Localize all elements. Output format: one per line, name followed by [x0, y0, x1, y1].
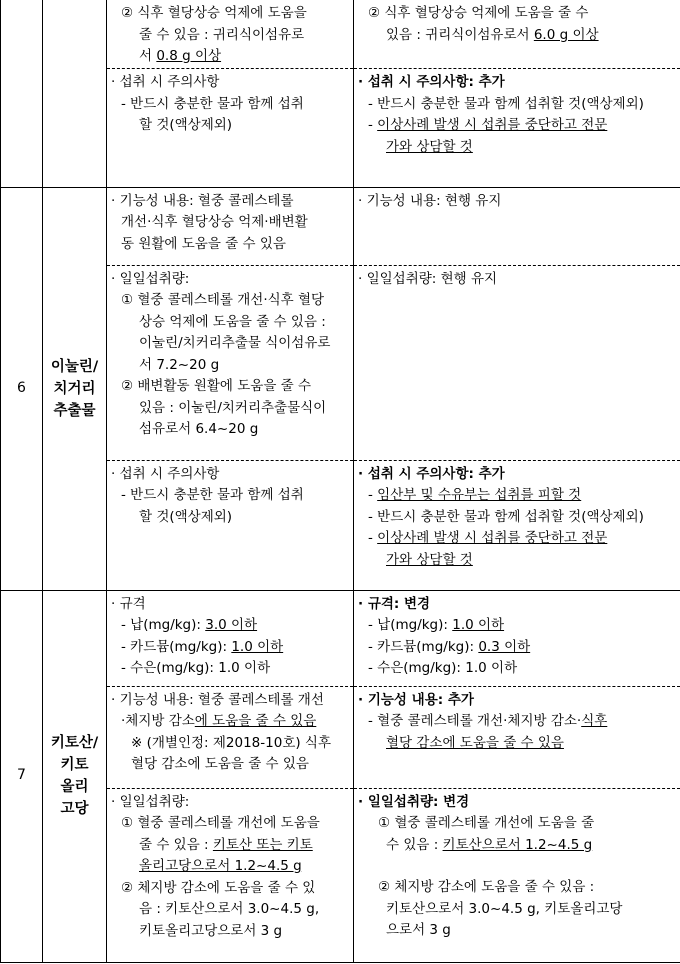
text-span: - — [368, 487, 378, 503]
text-span: - — [368, 117, 378, 133]
underlined-text: 올리고당으로서 1.2~4.5 g — [139, 858, 302, 874]
underlined-text: 이상사례 발생 시 섭취를 중단하고 전문 — [377, 530, 608, 546]
text-line: ② 체지방 감소에 도움을 줄 수 있음 : — [378, 879, 595, 895]
num-cell-empty — [1, 0, 43, 187]
underlined-text: 식후 — [581, 713, 608, 729]
text-line — [358, 25, 676, 47]
underlined-text: 키토산으로서 1.2~4.5 g — [442, 836, 593, 853]
text-line: - 수은(mg/kg): 1.0 이하 — [121, 660, 271, 676]
old-intake-section — [107, 266, 353, 461]
new-column-cell — [354, 187, 680, 590]
text-line — [111, 856, 349, 878]
name-line: 키토산/ — [50, 735, 99, 751]
text-line: 키토산으로서 3.0~4.5 g, 키토올리고당 — [386, 900, 623, 917]
text-line — [111, 711, 349, 733]
text-line: · 일일섭취량: — [111, 793, 190, 810]
text-line — [358, 137, 676, 159]
text-line: ※ (개별인정: 제2018-10호) 식후 — [131, 734, 332, 751]
text-line: ② 체지방 감소에 도움을 줄 수 있 — [121, 879, 316, 896]
text-line: 있음 : 이눌린/치커리추출물식이 — [139, 399, 327, 416]
text-line: 할 것(액상제외) — [139, 508, 233, 525]
underlined-text: 키토산 또는 키토 — [212, 836, 313, 853]
text-line — [111, 615, 349, 637]
text-line: · 규격 — [111, 595, 146, 612]
text-line — [111, 46, 349, 68]
text-line: · 일일섭취량: 현행 유지 — [358, 270, 498, 287]
text-line: · 섭취 시 주의사항: 추가 — [358, 465, 505, 482]
text-line: · 기능성 내용: 추가 — [358, 691, 474, 708]
old-column-cell — [107, 0, 354, 187]
underlined-text: 가와 상담할 것 — [386, 138, 473, 155]
text-line: - 반드시 충분한 물과 함께 섭취할 것(액상제외) — [368, 508, 644, 525]
text-line: - 반드시 충분한 물과 함께 섭취 — [121, 487, 304, 503]
text-line: 상승 억제에 도움을 줄 수 있음 : — [139, 313, 326, 330]
new-intake-section — [354, 266, 680, 461]
old-functional-section — [107, 0, 353, 69]
text-line: · 일일섭취량: 변경 — [358, 793, 470, 810]
table-row-7 — [1, 590, 680, 962]
old-functional-section — [107, 687, 353, 789]
new-functional-section — [354, 188, 680, 266]
text-line: · 기능성 내용: 현행 유지 — [358, 192, 502, 209]
text-line: 줄 수 있음 : 귀리식이섬유로 — [139, 26, 305, 43]
text-line — [358, 528, 676, 550]
text-line: · 기능성 내용: 혈중 콜레스테롤 개선 — [111, 691, 324, 708]
name-line: 키토 — [60, 757, 89, 773]
text-line: · 일일섭취량: — [111, 270, 190, 287]
new-functional-section — [354, 687, 680, 789]
name-line: 고당 — [60, 801, 89, 817]
text-line: · 기능성 내용: 혈중 콜레스테롤 — [111, 192, 294, 209]
text-line: ① 혈중 콜레스테롤 개선·식후 혈당 — [121, 292, 325, 308]
text-line: 으로서 3 g — [386, 922, 451, 938]
old-column-cell — [107, 590, 354, 962]
text-line: - 반드시 충분한 물과 함께 섭취할 것(액상제외) — [368, 95, 644, 112]
text-line: 이눌린/치커리추출물 식이섬유로 — [139, 335, 331, 351]
underlined-value: 0.8 g 이상 — [156, 48, 222, 64]
old-functional-section — [107, 188, 353, 266]
new-column-cell — [354, 0, 680, 187]
text-line: · 규격: 변경 — [358, 595, 431, 612]
underlined-text: 임산부 및 수유부는 섭취를 피할 것 — [377, 487, 582, 503]
row-number: 6 — [1, 187, 43, 590]
text-line — [358, 733, 676, 755]
text-line: 혈당 감소에 도움을 줄 수 있음 — [131, 756, 309, 772]
text-span: - 납(mg/kg): — [121, 617, 206, 633]
new-caution-section — [354, 69, 680, 160]
name-line: 치거리 — [53, 380, 96, 397]
text-line: 서 7.2~20 g — [139, 356, 220, 373]
underlined-value: 1.0 이하 — [231, 638, 284, 655]
text-line — [358, 711, 676, 733]
text-line: 개선·식후 혈당상승 억제·배변활 — [121, 214, 308, 230]
text-line: - 수은(mg/kg): 1.0 이하 — [368, 660, 518, 676]
text-line: 할 것(액상제외) — [139, 117, 233, 133]
name-line: 이눌린/ — [50, 358, 99, 375]
text-line: · 섭취 시 주의사항 — [111, 465, 220, 482]
spacer-line — [358, 856, 676, 877]
ingredient-name — [43, 187, 107, 590]
text-span: - 혈중 콜레스테롤 개선·체지방 감소· — [368, 713, 582, 729]
text-line: · 섭취 시 주의사항 — [111, 74, 220, 90]
text-span: - 카드뮴(mg/kg): — [368, 638, 479, 655]
text-span: 수 있음 : — [386, 836, 443, 853]
text-line: ① 혈중 콜레스테롤 개선에 도움을 — [121, 815, 320, 831]
text-span: - — [368, 530, 378, 546]
name-line: 추출물 — [53, 402, 96, 419]
text-line — [358, 550, 676, 572]
ingredient-name — [43, 590, 107, 962]
text-line — [358, 115, 676, 137]
old-intake-section — [107, 789, 353, 945]
text-line: ② 식후 혈당상승 억제에 도움을 줄 수 — [368, 5, 589, 21]
new-column-cell — [354, 590, 680, 962]
text-span: - 납(mg/kg): — [368, 617, 453, 633]
text-span: - 카드뮴(mg/kg): — [121, 638, 232, 655]
text-line — [358, 615, 676, 637]
old-column-cell — [107, 187, 354, 590]
text-line: 음 : 키토산으로서 3.0~4.5 g, — [139, 901, 320, 917]
underlined-text: 에 도움을 줄 수 있음 — [194, 713, 317, 729]
name-cell-empty — [43, 0, 107, 187]
table-row-continued — [1, 0, 680, 187]
old-caution-section — [107, 461, 353, 531]
text-span: 있음 : 귀리식이섬유로서 — [386, 26, 534, 43]
text-line: 섬유로서 6.4~20 g — [139, 421, 259, 437]
text-span: ·체지방 감소 — [121, 713, 195, 729]
name-line: 올리 — [60, 779, 89, 795]
underlined-value: 3.0 이하 — [205, 617, 258, 633]
new-caution-section — [354, 461, 680, 574]
text-span: 줄 수 있음 : — [139, 836, 213, 853]
underlined-text: 혈당 감소에 도움을 줄 수 있음 — [386, 734, 564, 751]
row-number: 7 — [1, 590, 43, 962]
text-line — [111, 637, 349, 659]
text-span: 서 — [139, 48, 157, 64]
underlined-text: 가와 상담할 것 — [386, 551, 473, 568]
underlined-text: 이상사례 발생 시 섭취를 중단하고 전문 — [377, 117, 608, 133]
text-line — [358, 485, 676, 507]
underlined-value: 6.0 g 이상 — [533, 26, 599, 43]
text-line: · 섭취 시 주의사항: 추가 — [358, 74, 505, 90]
underlined-value: 0.3 이하 — [478, 638, 531, 655]
text-line: 동 원활에 도움을 줄 수 있음 — [121, 235, 286, 252]
text-line — [358, 637, 676, 659]
text-line — [111, 835, 349, 857]
text-line: - 반드시 충분한 물과 함께 섭취 — [121, 95, 304, 112]
new-functional-section — [354, 0, 680, 69]
text-line: 키토올리고당으로서 3 g — [139, 922, 283, 939]
new-spec-section — [354, 591, 680, 687]
text-line: ① 혈중 콜레스테롤 개선에 도움을 줄 — [378, 815, 595, 831]
underlined-value: 1.0 이하 — [452, 617, 505, 633]
table-row-6 — [1, 187, 680, 590]
text-line: ② 식후 혈당상승 억제에 도움을 — [121, 5, 307, 21]
text-line — [358, 835, 676, 857]
old-caution-section — [107, 69, 353, 139]
old-spec-section — [107, 591, 353, 687]
new-intake-section — [354, 789, 680, 944]
text-line: ② 배변활동 원활에 도움을 줄 수 — [121, 378, 312, 394]
